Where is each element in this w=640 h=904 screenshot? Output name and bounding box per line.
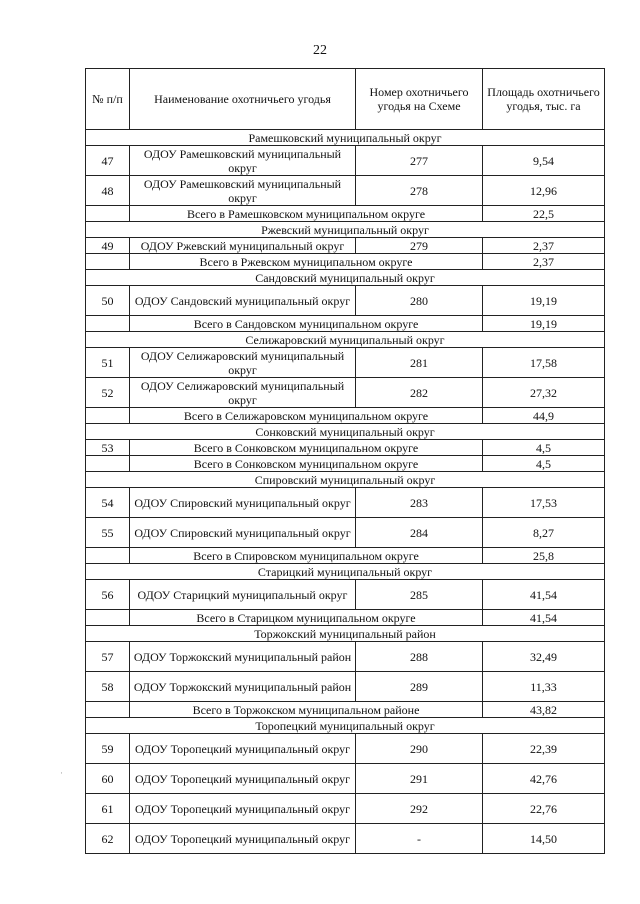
ground-name: ОДОУ Старицкий муниципальный округ xyxy=(130,580,356,610)
scheme-number: 288 xyxy=(356,642,483,672)
ground-area: 32,49 xyxy=(483,642,605,672)
row-number: 56 xyxy=(86,580,130,610)
district-row xyxy=(86,424,605,440)
district-row xyxy=(86,626,605,642)
total-num-cell xyxy=(86,206,130,222)
total-area: 22,5 xyxy=(483,206,605,222)
ground-area: 2,37 xyxy=(483,238,605,254)
row-number: 58 xyxy=(86,672,130,702)
ground-area: 17,53 xyxy=(483,488,605,518)
ground-area: 17,58 xyxy=(483,348,605,378)
district-row xyxy=(86,332,605,348)
scheme-number: 280 xyxy=(356,286,483,316)
district-row xyxy=(86,564,605,580)
ground-area: 12,96 xyxy=(483,176,605,206)
scheme-number: 290 xyxy=(356,734,483,764)
header-area: Площадь охотничьего угодья, тыс. га xyxy=(483,69,605,130)
row-number: 47 xyxy=(86,146,130,176)
table-row xyxy=(86,642,605,672)
table-row xyxy=(86,348,605,378)
total-area: 44,9 xyxy=(483,408,605,424)
table-row xyxy=(86,286,605,316)
ground-area: 22,39 xyxy=(483,734,605,764)
row-number: 60 xyxy=(86,764,130,794)
ground-area: 19,19 xyxy=(483,286,605,316)
ground-name: ОДОУ Торопецкий муниципальный округ xyxy=(130,824,356,854)
total-area: 4,5 xyxy=(483,456,605,472)
total-row xyxy=(86,206,605,222)
table-row xyxy=(86,672,605,702)
table-row xyxy=(86,734,605,764)
total-area: 41,54 xyxy=(483,610,605,626)
table-row xyxy=(86,794,605,824)
row-number: 59 xyxy=(86,734,130,764)
scheme-number: 291 xyxy=(356,764,483,794)
total-label: Всего в Рамешковском муниципальном округе xyxy=(130,206,483,222)
total-row xyxy=(86,702,605,718)
table-row xyxy=(86,238,605,254)
total-num-cell xyxy=(86,408,130,424)
total-num-cell xyxy=(86,316,130,332)
district-row xyxy=(86,472,605,488)
total-num-cell xyxy=(86,610,130,626)
scheme-number: 289 xyxy=(356,672,483,702)
district-name: Торопецкий муниципальный округ xyxy=(86,718,605,734)
total-row xyxy=(86,254,605,270)
scheme-number: 277 xyxy=(356,146,483,176)
row-number: 48 xyxy=(86,176,130,206)
scheme-number: 284 xyxy=(356,518,483,548)
total-num-cell xyxy=(86,456,130,472)
total-num-cell xyxy=(86,548,130,564)
header-row xyxy=(86,69,605,130)
ground-area: 22,76 xyxy=(483,794,605,824)
header-name: Наименование охотничьего угодья xyxy=(130,69,356,130)
district-name: Ржевский муниципальный округ xyxy=(86,222,605,238)
row-number: 53 xyxy=(86,440,130,456)
ground-name: ОДОУ Рамешковский муниципальный округ xyxy=(130,146,356,176)
row-number: 57 xyxy=(86,642,130,672)
ground-area: 11,33 xyxy=(483,672,605,702)
header-scheme: Номер охотничьего угодья на Схеме xyxy=(356,69,483,130)
total-row xyxy=(86,548,605,564)
total-row xyxy=(86,408,605,424)
table-row xyxy=(86,580,605,610)
ground-name: ОДОУ Сандовский муниципальный округ xyxy=(130,286,356,316)
ground-name: ОДОУ Ржевский муниципальный округ xyxy=(130,238,356,254)
scheme-number: 282 xyxy=(356,378,483,408)
district-name: Торжокский муниципальный район xyxy=(86,626,605,642)
page-number: 22 xyxy=(313,43,327,58)
table-row xyxy=(86,378,605,408)
total-num-cell xyxy=(86,702,130,718)
margin-mark: · xyxy=(60,768,63,778)
table-body xyxy=(86,130,605,854)
hunting-grounds-table xyxy=(85,68,605,854)
district-name: Сонковский муниципальный округ xyxy=(86,424,605,440)
ground-name: ОДОУ Рамешковский муниципальный округ xyxy=(130,176,356,206)
total-label: Всего в Селижаровском муниципальном округе xyxy=(130,408,483,424)
total-area: 43,82 xyxy=(483,702,605,718)
total-area: 4,5 xyxy=(483,440,605,456)
scheme-number: 285 xyxy=(356,580,483,610)
ground-area: 27,32 xyxy=(483,378,605,408)
district-name: Селижаровский муниципальный округ xyxy=(86,332,605,348)
row-number: 51 xyxy=(86,348,130,378)
ground-area: 9,54 xyxy=(483,146,605,176)
ground-name: ОДОУ Спировский муниципальный округ xyxy=(130,518,356,548)
table-row xyxy=(86,146,605,176)
district-name: Рамешковский муниципальный округ xyxy=(86,130,605,146)
total-row xyxy=(86,440,605,456)
ground-area: 41,54 xyxy=(483,580,605,610)
table-row xyxy=(86,176,605,206)
total-label: Всего в Старицком муниципальном округе xyxy=(130,610,483,626)
row-number: 55 xyxy=(86,518,130,548)
total-label: Всего в Сонковском муниципальном округе xyxy=(130,440,483,456)
ground-area: 14,50 xyxy=(483,824,605,854)
district-row xyxy=(86,222,605,238)
ground-name: ОДОУ Спировский муниципальный округ xyxy=(130,488,356,518)
total-label: Всего в Ржевском муниципальном округе xyxy=(130,254,483,270)
ground-name: ОДОУ Торопецкий муниципальный округ xyxy=(130,794,356,824)
total-label: Всего в Спировском муниципальном округе xyxy=(130,548,483,564)
district-row xyxy=(86,270,605,286)
ground-name: ОДОУ Торжокский муниципальный район xyxy=(130,672,356,702)
total-area: 2,37 xyxy=(483,254,605,270)
district-row xyxy=(86,718,605,734)
district-name: Сандовский муниципальный округ xyxy=(86,270,605,286)
total-row xyxy=(86,456,605,472)
scheme-number: 279 xyxy=(356,238,483,254)
scheme-number: - xyxy=(356,824,483,854)
ground-name: ОДОУ Торопецкий муниципальный округ xyxy=(130,734,356,764)
row-number: 52 xyxy=(86,378,130,408)
table-row xyxy=(86,518,605,548)
row-number: 50 xyxy=(86,286,130,316)
district-row xyxy=(86,130,605,146)
row-number: 49 xyxy=(86,238,130,254)
ground-area: 42,76 xyxy=(483,764,605,794)
district-name: Спировский муниципальный округ xyxy=(86,472,605,488)
total-area: 19,19 xyxy=(483,316,605,332)
total-row xyxy=(86,316,605,332)
row-number: 62 xyxy=(86,824,130,854)
scheme-number: 281 xyxy=(356,348,483,378)
district-name: Старицкий муниципальный округ xyxy=(86,564,605,580)
total-label: Всего в Торжокском муниципальном районе xyxy=(130,702,483,718)
total-row xyxy=(86,610,605,626)
table-row xyxy=(86,488,605,518)
header-num: № п/п xyxy=(86,69,130,130)
ground-name: ОДОУ Торжокский муниципальный район xyxy=(130,642,356,672)
total-label: Всего в Сандовском муниципальном округе xyxy=(130,316,483,332)
scheme-number: 292 xyxy=(356,794,483,824)
row-number: 54 xyxy=(86,488,130,518)
row-number: 61 xyxy=(86,794,130,824)
total-label: Всего в Сонковском муниципальном округе xyxy=(130,456,483,472)
ground-name: ОДОУ Селижаровский муниципальный округ xyxy=(130,378,356,408)
ground-name: ОДОУ Торопецкий муниципальный округ xyxy=(130,764,356,794)
total-num-cell xyxy=(86,254,130,270)
ground-area: 8,27 xyxy=(483,518,605,548)
scheme-number: 278 xyxy=(356,176,483,206)
ground-name: ОДОУ Селижаровский муниципальный округ xyxy=(130,348,356,378)
table-row xyxy=(86,764,605,794)
scheme-number: 283 xyxy=(356,488,483,518)
total-area: 25,8 xyxy=(483,548,605,564)
table-row xyxy=(86,824,605,854)
